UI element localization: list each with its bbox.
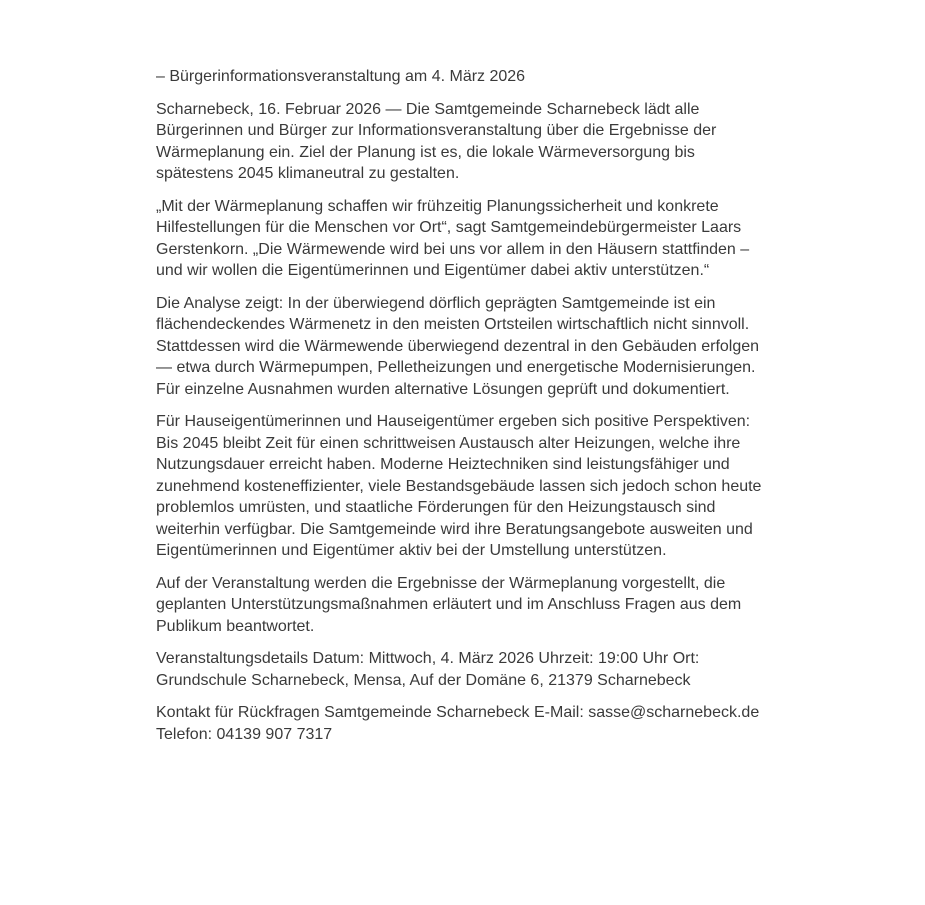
- quote-paragraph: „Mit der Wärmeplanung schaffen wir frühzeitig Planungssicherheit und konkrete Hilfestellungen für die Menschen vor Ort“, sagt Samtgemeindebürgermeister Laars Gerstenkorn. „Die Wärmewende wird bei uns vor allem in den Häusern stattfinden – und wir wollen die Eigentümerinnen und Eigentümer dabei aktiv unterstützen.“: [156, 197, 750, 279]
- event-details-paragraph: Veranstaltungsdetails Datum: Mittwoch, 4. März 2026 Uhrzeit: 19:00 Uhr Ort: Grundschule Scharnebeck, Mensa, Auf der Domäne 6, 21379 Scharnebeck: [156, 650, 700, 689]
- homeowners-paragraph: Für Hauseigentümerinnen und Hauseigentümer ergeben sich positive Perspektiven: Bis 2045 bleibt Zeit für einen schrittweisen Austausch alter Heizungen, welche ihre Nutzungsdauer erreicht haben. Moderne Heiztechniken sind leistungsfähiger und zunehmend kosteneffizienter, viele Bestandsgebäude lassen sich jedoch schon heute problemlos umrüsten, und staatliche Förderungen für den Heizungstausch sind weiterhin verfügbar. Die Samtgemeinde wird ihre Beratungsangebote ausweiten und Eigentümerinnen und Eigentümer aktiv bei der Umstellung unterstützen.: [156, 413, 762, 559]
- analysis-paragraph: Die Analyse zeigt: In der überwiegend dörflich geprägten Samtgemeinde ist ein flächendeckendes Wärmenetz in den meisten Ortsteilen wirtschaftlich nicht sinnvoll. Stattdessen wird die Wärmewende überwiegend dezentral in den Gebäuden erfolgen — etwa durch Wärmepumpen, Pelletheizungen und energetische Modernisierungen. Für einzelne Ausnahmen wurden alternative Lösungen geprüft und dokumentiert.: [156, 294, 760, 398]
- intro-paragraph: Scharnebeck, 16. Februar 2026 — Die Samtgemeinde Scharnebeck lädt alle Bürgerinnen und Bürger zur Informationsveranstaltung über die Ergebnisse der Wärmeplanung ein. Ziel der Planung ist es, die lokale Wärmeversorgung bis spätestens 2045 klimaneutral zu gestalten.: [156, 100, 717, 182]
- contact-paragraph: Kontakt für Rückfragen Samtgemeinde Scharnebeck E-Mail: sasse@scharnebeck.de Telefon: 04139 907 7317: [156, 704, 760, 743]
- event-subtitle: – Bürgerinformationsveranstaltung am 4. März 2026: [156, 68, 526, 85]
- event-agenda-paragraph: Auf der Veranstaltung werden die Ergebnisse der Wärmeplanung vorgestellt, die geplanten Unterstützungsmaßnahmen erläutert und im Anschluss Fragen aus dem Publikum beantwortet.: [156, 574, 742, 635]
- press-release-article: [156, 66, 768, 756]
